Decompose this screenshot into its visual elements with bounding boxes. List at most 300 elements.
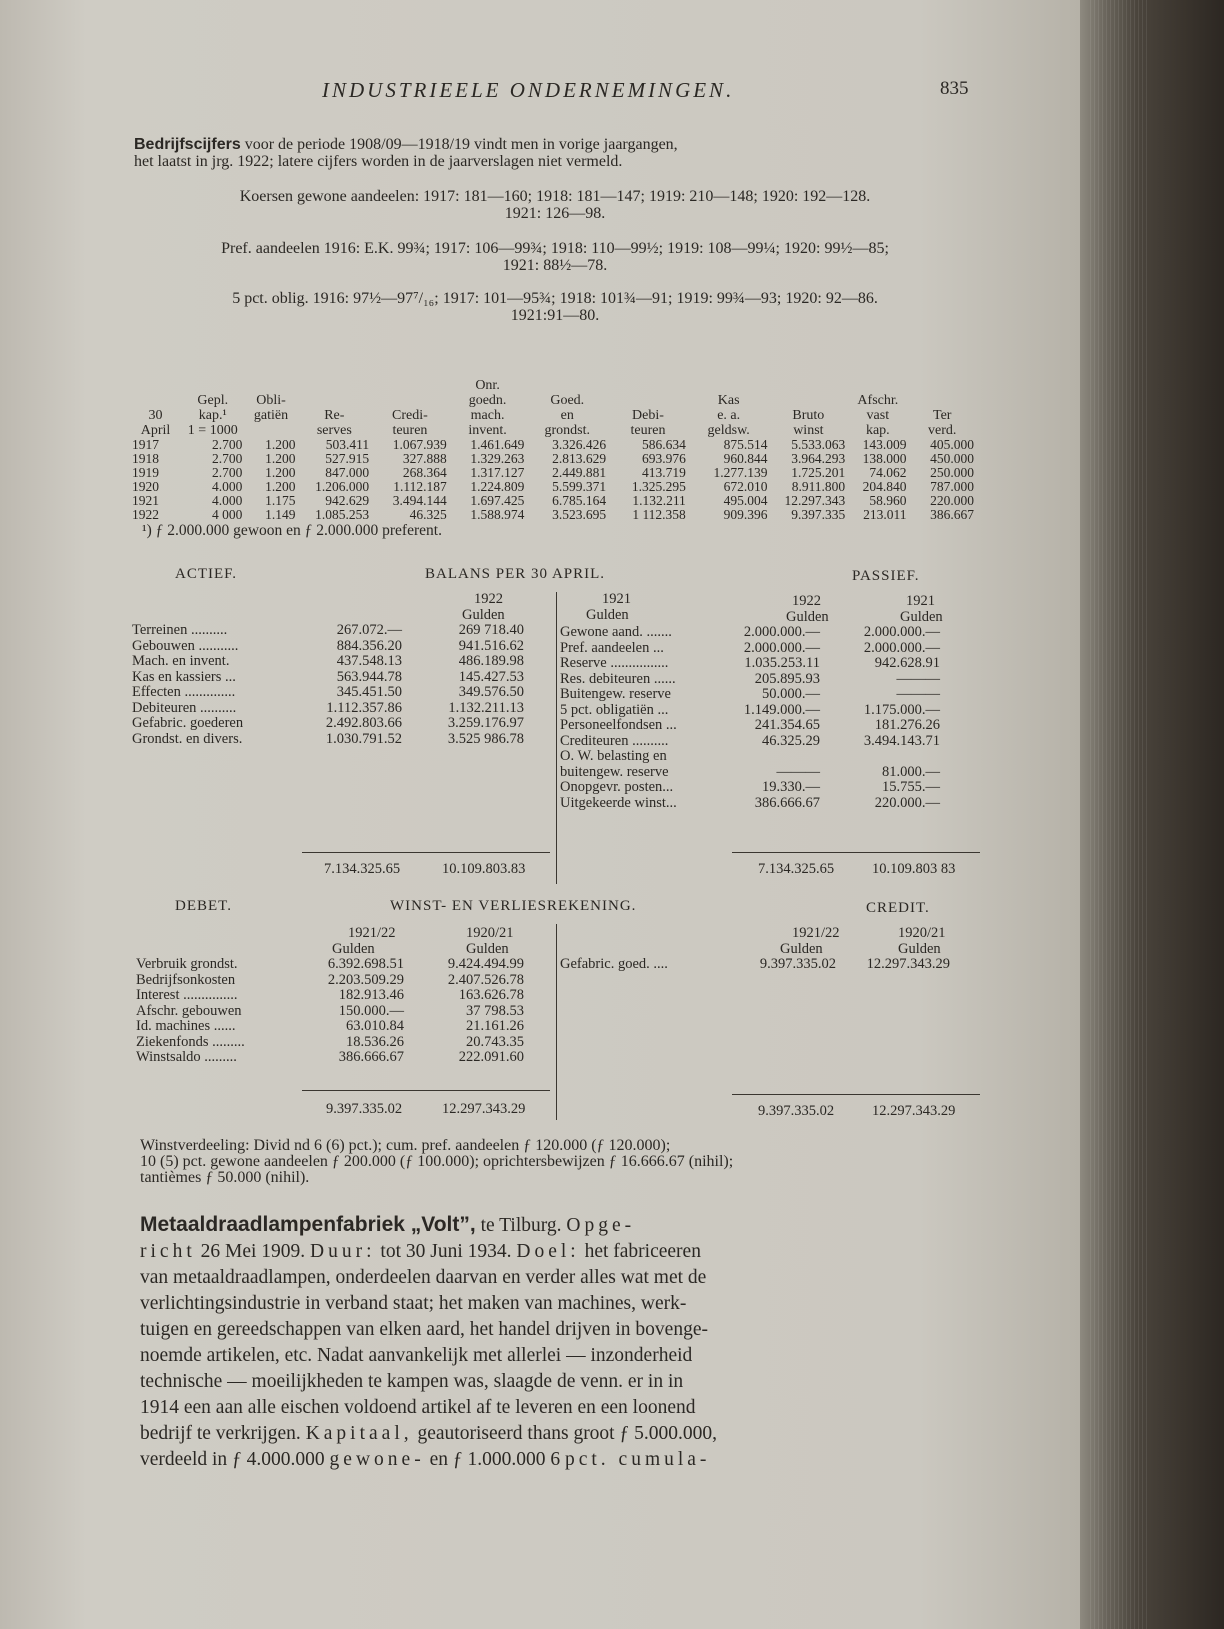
table-header-cell (608, 378, 688, 393)
table-cell: 1.112.187 (393, 479, 447, 494)
ledger-value-current: 345.451.50 (336, 684, 402, 700)
table-header-cell (181, 378, 244, 393)
ledger-value-current: 19.330.— (762, 779, 820, 795)
doel-label: Doel: (516, 1241, 580, 1262)
table-cell: 1.085.253 (315, 507, 370, 522)
table-cell: 1.200 (265, 465, 296, 480)
table-header-cell: grondst. (544, 423, 590, 438)
table-cell: 386.667 (930, 507, 974, 522)
ledger-value-previous: 15.755.— (882, 779, 940, 795)
table-cell: 1.206.000 (315, 479, 370, 494)
table-cell: 2.700 (212, 465, 243, 480)
ledger-label: Buitengew. reserve (560, 686, 671, 702)
ledger-row (136, 1019, 556, 1035)
ledger-row (560, 656, 980, 672)
company-name: Metaaldraadlampenfabriek „Volt”, (140, 1213, 476, 1236)
ledger-value-previous: 81.000.— (882, 763, 940, 780)
table-cell: 672.010 (723, 479, 768, 494)
table-header-cell (130, 378, 181, 393)
table-header-cell: Gepl. (197, 393, 229, 408)
table-row (130, 494, 976, 508)
table-row (130, 452, 976, 466)
ledger-row (560, 672, 980, 688)
actief-year-2: 1921 (602, 591, 631, 607)
table-cell: 942.629 (325, 493, 370, 508)
company-line-10-mid: en ƒ 1.000.000 6 (424, 1449, 565, 1470)
ledger-row (132, 732, 552, 748)
table-header-cell (608, 393, 688, 408)
table-cell: 220.000 (930, 493, 974, 508)
table-cell: 8.911.800 (791, 479, 846, 494)
table-cell: 138.000 (862, 451, 907, 466)
ledger-label: buitengew. reserve (560, 763, 669, 780)
table-cell: 3.523.695 (552, 507, 607, 522)
winstverdeeling-line1: Winstverdeeling: Divid nd 6 (6) pct.); cum. pref. aandeelen ƒ 120.000 (ƒ 120.000); (140, 1137, 671, 1154)
actief-heading: ACTIEF. (175, 566, 238, 582)
ledger-label: Res. debiteuren ...... (560, 670, 676, 687)
ledger-label: Kas en kassiers ... (132, 668, 236, 685)
ledger-value-current: 884.356.20 (336, 637, 402, 654)
ledger-value-previous: ——— (896, 686, 940, 702)
ledger-value-current: 386.666.67 (338, 1049, 404, 1065)
table-cell: 4.000 (212, 493, 243, 508)
ledger-label: Onopgevr. posten... (560, 779, 674, 795)
ledger-value-previous: 145.427.53 (458, 668, 524, 685)
table-header-cell (244, 378, 297, 393)
ledger-row (560, 703, 980, 719)
koersen-pref (130, 240, 980, 274)
ledger-value-previous: 3.525 986.78 (447, 730, 524, 747)
ledger-row (560, 765, 980, 781)
table-cell: 3.326.426 (552, 437, 607, 452)
ledger-row (132, 716, 552, 732)
ledger-value-previous: 1.132.211.13 (448, 699, 524, 716)
table-cell: 2.449.881 (552, 465, 607, 480)
ledger-value-previous: 941.516.62 (458, 637, 524, 654)
doel-start: het fabriceeren (579, 1241, 701, 1262)
debet-year-1: 1921/22 (348, 925, 396, 941)
ledger-value-current: 6.392.698.51 (327, 956, 404, 972)
ledger-label: Gebouwen ........... (132, 637, 239, 654)
ledger-value-current: 1.112.357.86 (326, 699, 402, 716)
gewone-label: gewone- (329, 1449, 425, 1470)
ledger-value-current: 2.000.000.— (743, 624, 820, 640)
ledger-value-current: 46.325.29 (762, 732, 820, 749)
credit-year-2: 1920/21 (898, 925, 946, 941)
table-row (130, 466, 976, 480)
ledger-row (560, 734, 980, 750)
ledger-value-current: 9.397.335.02 (759, 956, 836, 972)
winstverdeeling-line3: tantièmes ƒ 50.000 (nihil). (140, 1169, 310, 1186)
ledger-value-current: 1.030.791.52 (325, 730, 402, 747)
table-cell: 787.000 (930, 479, 974, 494)
ledger-label: Gefabric. goederen (132, 715, 244, 731)
table-header-cell: vast (866, 408, 890, 423)
credit-column (560, 926, 980, 973)
ledger-label: Crediteuren .......... (560, 732, 669, 749)
ledger-label: Terreinen .......... (132, 622, 228, 638)
ledger-label: Verbruik grondst. (136, 956, 238, 972)
table-header-cell (908, 378, 976, 393)
ledger-row (136, 973, 556, 989)
table-header-cell (688, 378, 770, 393)
credit-total-2: 12.297.343.29 (872, 1103, 956, 1119)
ledger-value-previous: 486.189.98 (458, 653, 524, 669)
ledger-value-previous: 3.259.176.97 (447, 715, 524, 731)
table-cell: 3.964.293 (791, 451, 846, 466)
ledger-label: Winstsaldo ......... (136, 1049, 237, 1065)
table-cell: 9.397.335 (791, 507, 846, 522)
company-line-3: van metaaldraadlampen, onderdeelen daarvan en verder alles wat met de (140, 1267, 707, 1288)
table-cell: 58.960 (869, 493, 907, 508)
table-cell: 4.000 (212, 479, 243, 494)
header-title: INDUSTRIEELE ONDERNEMINGEN. (322, 78, 735, 102)
table-cell: 1.697.425 (470, 493, 525, 508)
ledger-label: Pref. aandeelen ... (560, 639, 664, 656)
table-cell: 1.329.263 (470, 451, 525, 466)
table-header-cell: verd. (928, 423, 957, 438)
company-line-4: verlichtingsindustrie in verband staat; het maken van machines, werk- (140, 1293, 687, 1314)
ledger-label: Gefabric. goed. .... (560, 956, 668, 972)
table-header-cell: geldsw. (707, 423, 750, 438)
koersen-oblig (130, 290, 980, 324)
koersen-gewone (130, 188, 980, 222)
wv-divider (556, 924, 557, 1120)
passief-column (560, 591, 980, 811)
ledger-value-current: 182.913.46 (338, 987, 404, 1003)
passief-unit-1: Gulden (786, 608, 829, 625)
table-header-row (130, 423, 976, 438)
table-header-cell: 30 (148, 408, 163, 423)
ledger-value-current: 563.944.78 (336, 668, 402, 685)
koersen-gewone-line2: 1921: 126—98. (504, 205, 606, 222)
company-entry (140, 1212, 980, 1473)
ledger-label: Interest ............... (136, 987, 238, 1003)
ledger-label: Effecten .............. (132, 684, 236, 700)
table-cell: 1.224.809 (470, 479, 525, 494)
table-cell: 586.634 (641, 437, 686, 452)
book-spine (1080, 0, 1224, 1629)
credit-year-1: 1921/22 (792, 925, 840, 941)
table-header-cell: gatiën (253, 408, 289, 423)
duur-value: tot 30 Juni 1934. (375, 1241, 517, 1262)
table-cell: 875.514 (723, 437, 768, 452)
table-cell: 250.000 (930, 465, 974, 480)
table-cell: 450.000 (930, 451, 974, 466)
ledger-label: Ziekenfonds ......... (136, 1033, 245, 1050)
table-header-row (130, 393, 976, 408)
ledger-value-previous: 2.000.000.— (863, 639, 940, 656)
actief-total-1: 7.134.325.65 (324, 861, 401, 877)
ledger-value-previous: 9.424.494.99 (447, 956, 524, 972)
table-cell: 1921 (132, 493, 159, 508)
table-cell: 413.719 (641, 465, 686, 480)
statistics-table (130, 378, 976, 522)
actief-year-1: 1922 (474, 591, 503, 607)
table-cell: 143.009 (862, 437, 907, 452)
ledger-value-current: 241.354.65 (754, 717, 820, 733)
ledger-row (132, 685, 552, 701)
credit-unit-1: Gulden (780, 940, 823, 957)
ledger-row (136, 1050, 556, 1066)
ledger-row (132, 654, 552, 670)
ledger-row (136, 988, 556, 1004)
ledger-label: Id. machines ...... (136, 1018, 236, 1034)
ledger-row (132, 623, 552, 639)
ledger-row (136, 1004, 556, 1020)
ledger-row (136, 1035, 556, 1051)
opgericht-date: 26 Mei 1909. (195, 1241, 311, 1262)
table-cell: 6.785.164 (552, 493, 607, 508)
table-cell: 693.976 (641, 451, 686, 466)
ledger-value-previous: 20.743.35 (466, 1033, 524, 1050)
ledger-row (560, 796, 980, 812)
intro-line2: het laatst in jrg. 1922; latere cijfers worden in de jaarverslagen niet vermeld. (134, 153, 623, 170)
actief-total-rule (302, 852, 550, 853)
ledger-value-previous: 12.297.343.29 (866, 956, 950, 972)
ledger-row (560, 625, 980, 641)
ledger-label: Bedrijfsonkosten (136, 971, 236, 988)
table-row (130, 438, 976, 452)
ledger-label: O. W. belasting en (560, 748, 667, 764)
passief-total-2: 10.109.803 83 (872, 861, 956, 877)
ledger-row (560, 718, 980, 734)
ledger-value-previous: 2.407.526.78 (447, 971, 524, 988)
table-cell: 1.325.295 (631, 479, 686, 494)
ledger-label: 5 pct. obligatiën ... (560, 701, 669, 718)
table-cell: 74.062 (869, 465, 907, 480)
ledger-row (132, 670, 552, 686)
actief-total-2: 10.109.803.83 (442, 861, 526, 877)
ledger-value-current: 267.072.— (336, 622, 402, 638)
table-cell: 1.317.127 (470, 465, 525, 480)
ledger-label: Debiteuren .......... (132, 699, 237, 716)
ledger-value-current: 205.895.93 (754, 670, 820, 687)
ledger-value-previous: 21.161.26 (466, 1018, 524, 1034)
table-header-cell: 1 = 1000 (187, 423, 238, 438)
table-cell: 1.277.139 (713, 465, 768, 480)
table-cell: 3.494.144 (392, 493, 447, 508)
table-header-cell: teuren (392, 423, 428, 438)
ledger-row (132, 701, 552, 717)
credit-total-rule (732, 1094, 980, 1095)
debet-unit-2: Gulden (466, 940, 509, 957)
kapitaal-value: geautoriseerd thans groot ƒ 5.000.000, (412, 1423, 717, 1444)
debet-total-1: 9.397.335.02 (326, 1101, 403, 1117)
table-header-row (130, 408, 976, 423)
ledger-value-previous: 37 798.53 (466, 1002, 524, 1019)
table-header-cell (770, 393, 848, 408)
pct-label: pct. cumula- (564, 1449, 711, 1470)
table-cell: 204.840 (862, 479, 907, 494)
passief-total-rule (732, 852, 980, 853)
company-location: te Tilburg. (475, 1215, 567, 1236)
ledger-value-current: 63.010.84 (346, 1018, 404, 1034)
table-header-cell: Obli- (256, 393, 286, 408)
table-header-cell: Bruto (792, 408, 825, 423)
ledger-value-previous: 942.628.91 (874, 655, 940, 671)
balans-divider (556, 592, 557, 884)
table-cell: 1.067.939 (392, 437, 447, 452)
ledger-label: Personeelfondsen ... (560, 717, 677, 733)
table-header-cell (371, 393, 449, 408)
table-cell: 909.396 (723, 507, 768, 522)
table-header-cell (298, 393, 372, 408)
company-line-10-start: verdeeld in ƒ 4.000.000 (140, 1449, 330, 1470)
passief-total-1: 7.134.325.65 (758, 861, 835, 877)
ledger-row (560, 641, 980, 657)
table-cell: 1.132.211 (632, 493, 686, 508)
ledger-row (132, 639, 552, 655)
ledger-value-current: 386.666.67 (754, 794, 820, 811)
winstverdeeling-line2: 10 (5) pct. gewone aandeelen ƒ 200.000 (ƒ 100.000); oprichtersbewijzen ƒ 16.666.67 (nihil); (140, 1153, 734, 1170)
credit-unit-2: Gulden (898, 940, 941, 957)
passief-year-2: 1921 (906, 593, 935, 609)
table-header-cell: kap. (865, 423, 890, 438)
actief-unit-2: Gulden (586, 606, 629, 623)
balans-title: BALANS PER 30 APRIL. (425, 566, 606, 582)
ledger-row (560, 687, 980, 703)
running-header (0, 78, 1080, 108)
table-cell: 1919 (132, 465, 159, 480)
wv-title: WINST- EN VERLIESREKENING. (390, 898, 637, 914)
table-cell: 1.461.649 (470, 437, 525, 452)
koersen-oblig-line1: 5 pct. oblig. 1916: 97½—97⁷/₁₆; 1917: 101—95¾; 1918: 101¾—91; 1919: 99¾—93; 1920: 92—86. (232, 290, 878, 307)
ledger-row (136, 957, 556, 973)
ledger-label: Reserve ................ (560, 655, 669, 671)
table-cell: 4 000 (212, 507, 243, 522)
ledger-value-current: 2.203.509.29 (327, 971, 404, 988)
ledger-value-previous: 269 718.40 (458, 622, 524, 638)
table-cell: 327.888 (402, 451, 447, 466)
passief-unit-2: Gulden (900, 608, 943, 625)
ledger-value-previous: 220.000.— (874, 794, 940, 811)
ledger-row (560, 749, 980, 765)
table-header-cell: mach. (470, 408, 505, 423)
table-cell: 1.200 (265, 479, 296, 494)
table-cell: 1.200 (265, 451, 296, 466)
table-header-cell (770, 378, 848, 393)
ledger-label: Mach. en invent. (132, 653, 230, 669)
company-line-9-start: bedrijf te verkrijgen. (140, 1423, 306, 1444)
ledger-value-previous: 349.576.50 (458, 684, 524, 700)
koersen-pref-line2: 1921: 88½—78. (502, 257, 608, 274)
ledger-row (560, 957, 980, 973)
ledger-label: Grondst. en divers. (132, 730, 243, 747)
debet-heading: DEBET. (175, 898, 232, 914)
debet-total-rule (302, 1090, 550, 1091)
company-line-7: technische — moeilijkheden te kampen was, slaagde de venn. er in in (140, 1371, 684, 1392)
table-header-cell (908, 393, 976, 408)
ledger-value-previous: 1.175.000.— (863, 701, 940, 718)
ledger-label: Gewone aand. ....... (560, 624, 672, 640)
kapitaal-label: Kapitaal, (305, 1423, 413, 1444)
winstverdeeling (140, 1138, 1000, 1186)
table-header-cell: goedn. (468, 393, 507, 408)
debet-year-2: 1920/21 (466, 925, 514, 941)
table-header-cell: en (560, 408, 574, 423)
table-header-cell (371, 378, 449, 393)
intro-paragraph (134, 136, 974, 170)
credit-total-1: 9.397.335.02 (758, 1103, 835, 1119)
table-header-cell: teuren (630, 423, 666, 438)
table-cell: 12.297.343 (784, 493, 846, 508)
ledger-value-previous: ——— (896, 670, 940, 687)
opgericht-label: Opge- (566, 1215, 636, 1236)
table-cell: 1920 (132, 479, 159, 494)
table-cell: 1.725.201 (791, 465, 846, 480)
ledger-value-previous: 163.626.78 (458, 987, 524, 1003)
table-header-cell: April (140, 423, 171, 438)
ledger-value-current: 18.536.26 (346, 1033, 404, 1050)
koersen-gewone-line1: Koersen gewone aandeelen: 1917: 181—160; 1918: 181—147; 1919: 210—148; 1920: 192—128. (239, 188, 871, 205)
table-cell: 1.149 (265, 507, 296, 522)
ledger-value-previous: 222.091.60 (458, 1049, 524, 1065)
table-header-cell: kap.¹ (198, 408, 227, 423)
table-cell: 1.175 (265, 493, 296, 508)
ledger-value-current: 2.000.000.— (743, 639, 820, 656)
opgericht-label-cont: richt (140, 1241, 196, 1262)
table-row (130, 508, 976, 522)
table-cell: 268.364 (402, 465, 447, 480)
table-cell: 1.200 (265, 437, 296, 452)
table-header-cell: e. a. (717, 408, 741, 423)
table-cell: 46.325 (409, 507, 447, 522)
table-header-cell: Afschr. (857, 393, 899, 408)
table-header-cell (244, 423, 297, 438)
credit-heading: CREDIT. (866, 900, 930, 916)
table-cell: 847.000 (325, 465, 370, 480)
table-cell: 1917 (132, 437, 159, 452)
ledger-value-previous: 2.000.000.— (863, 624, 940, 640)
table-header-cell (847, 378, 908, 393)
table-cell: 1922 (132, 507, 159, 522)
ledger-label: Afschr. gebouwen (136, 1002, 242, 1019)
intro-line1: voor de periode 1908/09—1918/19 vindt men in vorige jaargangen, (240, 136, 678, 153)
table-row (130, 480, 976, 494)
table-cell: 405.000 (930, 437, 974, 452)
table-header-cell (298, 378, 372, 393)
actief-unit-1: Gulden (462, 606, 505, 623)
table-cell: 2.700 (212, 437, 243, 452)
table-cell: 527.915 (325, 451, 370, 466)
ledger-value-current: 1.149.000.— (743, 701, 820, 718)
table-cell: 960.844 (723, 451, 768, 466)
debet-column (136, 926, 556, 1066)
table-cell: 2.700 (212, 451, 243, 466)
table-cell: 5.599.371 (552, 479, 607, 494)
table-header-cell: Re- (324, 408, 345, 423)
ledger-label: Uitgekeerde winst... (560, 794, 677, 811)
passief-year-1: 1922 (792, 593, 821, 609)
table-cell: 495.004 (723, 493, 768, 508)
ledger-row (560, 780, 980, 796)
table-cell: 213.011 (863, 507, 907, 522)
ledger-value-current: 437.548.13 (336, 653, 402, 669)
debet-unit-1: Gulden (332, 940, 375, 957)
table-cell: 5.533.063 (791, 437, 846, 452)
table-header-cell: Credi- (392, 408, 428, 423)
page-number: 835 (940, 78, 969, 99)
table-header-cell: Kas (717, 393, 740, 408)
table-footnote: ¹) ƒ 2.000.000 gewoon en ƒ 2.000.000 preferent. (142, 522, 442, 539)
table-header-cell: Debi- (632, 408, 664, 423)
debet-total-2: 12.297.343.29 (442, 1101, 526, 1117)
ledger-value-previous: 3.494.143.71 (863, 732, 940, 749)
koersen-oblig-line2: 1921:91—80. (510, 307, 600, 324)
intro-bold: Bedrijfscijfers (134, 136, 241, 153)
passief-heading: PASSIEF. (852, 568, 920, 584)
